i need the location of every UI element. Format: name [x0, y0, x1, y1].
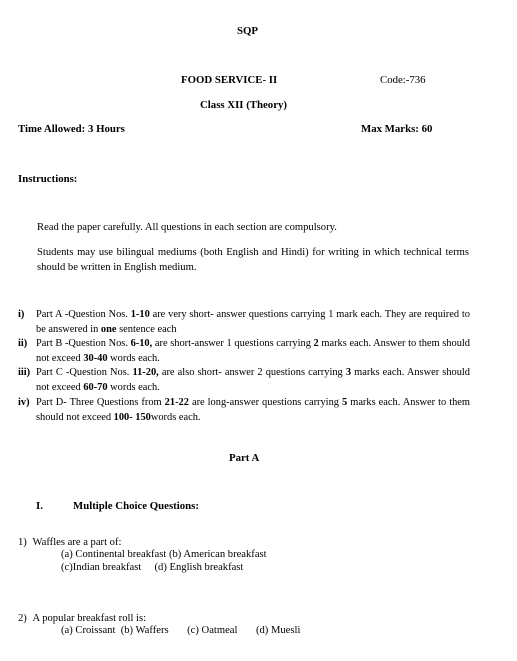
section-number: I. [36, 500, 43, 512]
question-text: A popular breakfast roll is: [32, 613, 147, 624]
item-emphasis: 21-22 [164, 397, 189, 408]
item-text: words each. [150, 411, 201, 423]
item-number: i) [18, 309, 25, 320]
item-text: marks each. Answer to them should not exceed [36, 338, 470, 364]
subject-code: Code:-736 [380, 74, 426, 86]
instruction-item [18, 308, 470, 337]
item-text: marks each. Answer to them should not exceed [36, 397, 470, 423]
item-emphasis: 5 [342, 397, 348, 408]
item-text: are also short- answer 2 questions carrying [158, 367, 346, 378]
instruction-item [18, 396, 470, 425]
time-allowed: Time Allowed: 3 Hours [18, 123, 125, 135]
item-emphasis: 3 [345, 367, 352, 378]
question-number: 1) [18, 537, 27, 548]
item-text: are very short- answer questions carrying 1 mark each. They are required to be answered in [36, 309, 470, 335]
item-text: words each. [107, 381, 160, 393]
item-text: marks each. Answer should not exceed [36, 367, 470, 393]
question-text: Waffles are a part of: [32, 537, 122, 548]
item-number: ii) [18, 338, 28, 349]
instruction-item [18, 366, 470, 395]
question-number: 2) [18, 613, 27, 624]
class-label: Class XII (Theory) [200, 99, 287, 111]
item-number: iii) [18, 367, 31, 378]
item-text: are short-answer 1 questions carrying [152, 338, 314, 349]
item-text: sentence each [116, 323, 177, 335]
max-marks: Max Marks: 60 [361, 123, 433, 135]
question-options: (a) Croissant (b) Waffers (c) Oatmeal (d) Muesli [61, 625, 301, 636]
item-emphasis: one [100, 323, 117, 335]
subject-title: FOOD SERVICE- II [181, 74, 278, 86]
item-emphasis: 2 [313, 338, 319, 349]
instructions-heading: Instructions: [18, 173, 78, 185]
item-text: Part A -Question Nos. [36, 309, 131, 320]
instruction-para-2: Students may use bilingual mediums (both English and Hindi) for writing in which technical terms should be written in English medium. [37, 247, 469, 273]
item-emphasis: 30-40 [83, 352, 108, 364]
item-text: Part C -Question Nos. [36, 367, 133, 378]
instruction-para-1: Read the paper carefully. All questions in each section are compulsory. [37, 222, 337, 233]
instruction-item [18, 337, 470, 366]
section-title: Multiple Choice Questions: [73, 500, 199, 512]
item-emphasis: 6-10, [130, 338, 153, 349]
item-text: are long-answer questions carrying [188, 397, 342, 408]
item-emphasis: 1-10 [130, 309, 150, 320]
item-emphasis: 100- 150 [113, 411, 151, 423]
question-options: (a) Continental breakfast (b) American breakfast [61, 549, 267, 560]
item-emphasis: 11-20, [132, 367, 159, 378]
item-number: iv) [18, 397, 30, 408]
question-options: (c)Indian breakfast (d) English breakfast [61, 562, 244, 573]
item-text: words each. [107, 352, 160, 364]
item-text: Part D- Three Questions from [36, 397, 165, 408]
item-text: Part B -Question Nos. [36, 338, 131, 349]
sqp-label: SQP [237, 25, 258, 37]
part-a-title: Part A [229, 452, 260, 464]
item-emphasis: 60-70 [83, 381, 108, 393]
